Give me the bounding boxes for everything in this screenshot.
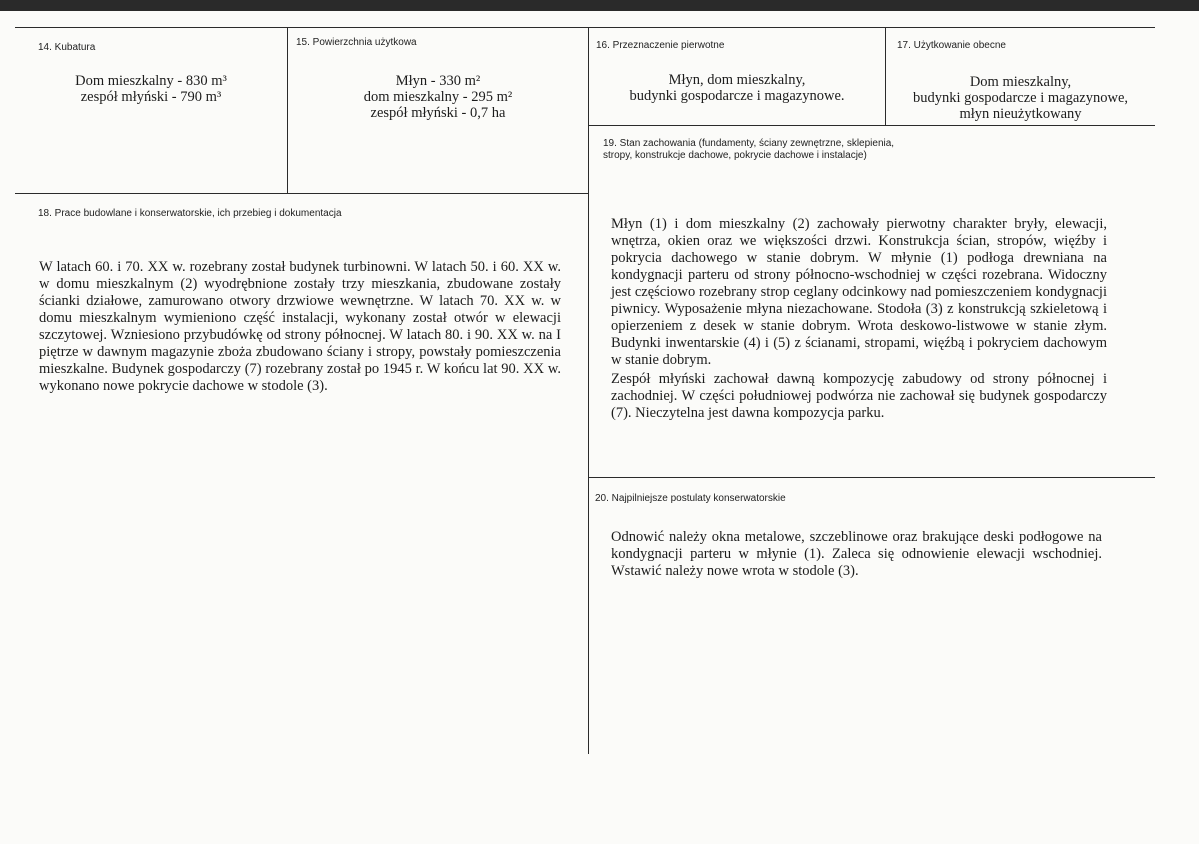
section-20-text: Odnowić należy okna metalowe, szczeblinowe oraz brakujące deski podłogowe na kondygnacji parteru w młynie (1). Zaleca się odnowienie elewacji wschodniej. Wstawić należy nowe wrota w stodole (3). — [611, 529, 1102, 579]
form-top-border — [15, 27, 1155, 28]
section-19-label-line2: stropy, konstrukcje dachowe, pokrycie dachowe i instalacje) — [603, 150, 867, 161]
section-14-line: zespół młyński - 790 m³ — [80, 89, 222, 105]
scan-top-edge — [0, 0, 1199, 11]
section-15-label: 15. Powierzchnia użytkowa — [296, 37, 417, 48]
section-15-value — [288, 73, 588, 121]
section-16-value — [589, 72, 885, 104]
section-18-text: W latach 60. i 70. XX w. rozebrany został budynek turbinowni. W latach 50. i 60. XX w. w domu mieszkalnym (2) wyodrębnione zostały trzy mieszkania, zbudowane zostały ścianki działowe, zamurowano otwory drzwiowe wewnętrzne. W latach 70. XX w. w domu mieszkalnym wymieniono część instalacji, wykonany został otwór w elewacji szczytowej. Wzniesiono przybudówkę od strony północnej. W latach 80. i 90. XX w. na I piętrze w dawnym magazynie zboża zbudowano ściany i stropy, powstały pomieszczenia mieszkalne. Budynek gospodarczy (7) rozebrany został po 1945 r. W końcu lat 90. XX w. wykonano nowe pokrycie dachowe w stodole (3). — [39, 259, 561, 394]
row-divider-right-top — [588, 125, 1155, 126]
section-15-line: Młyn - 330 m² — [395, 73, 481, 89]
section-18-label: 18. Prace budowlane i konserwatorskie, ich przebieg i dokumentacja — [38, 208, 342, 219]
section-17-label: 17. Użytkowanie obecne — [897, 40, 1006, 51]
section-15-line: zespół młyński - 0,7 ha — [370, 105, 506, 121]
section-14-label: 14. Kubatura — [38, 42, 96, 53]
section-17-line: Dom mieszkalny, — [969, 74, 1072, 90]
section-17-value — [886, 74, 1155, 122]
section-19-label-line1: 19. Stan zachowania (fundamenty, ściany zewnętrzne, sklepienia, — [603, 138, 895, 149]
section-15-line: dom mieszkalny - 295 m² — [363, 89, 513, 105]
section-20-label: 20. Najpilniejsze postulaty konserwatorskie — [595, 493, 786, 504]
section-16-line: Młyn, dom mieszkalny, — [668, 72, 806, 88]
col-divider-main — [588, 27, 589, 754]
row-divider-right-bottom — [588, 477, 1155, 478]
section-14-value — [15, 73, 287, 105]
section-16-line: budynki gospodarcze i magazynowe. — [629, 88, 845, 104]
section-19-text-paragraph-2: Zespół młyński zachował dawną kompozycję zabudowy od strony północnej i zachodniej. W części południowej podwórza nie zachował się budynek gospodarczy (7). Nieczytelna jest dawna kompozycja parku. — [611, 371, 1107, 421]
section-16-label: 16. Przeznaczenie pierwotne — [596, 40, 725, 51]
section-14-line: Dom mieszkalny - 830 m³ — [75, 73, 227, 89]
section-19-text-paragraph-1: Młyn (1) i dom mieszkalny (2) zachowały pierwotny charakter bryły, elewacji, wnętrza, okien oraz we większości drzwi. Konstrukcja ścian, stropów, więźby i pokrycia dachowego w stanie dobrym. W młynie (1) podłoga drewniana na kondygnacji parteru od strony północno-wschodniej w części rozebrana. Widoczny jest częściowo rozebrany strop ceglany odcinkowy nad pomieszczeniem kondygnacji piwnicy. Wyposażenie młyna niezachowane. Stodoła (3) z konstrukcją szkieletową i opierzeniem z desek w stanie dobrym. Wrota deskowo-listwowe w stanie złym. Budynki inwentarskie (4) i (5) z ścianami, stropami, więźbą i pokryciem dachowym w stanie dobrym. — [611, 216, 1107, 368]
section-17-line: budynki gospodarcze i magazynowe, — [912, 90, 1128, 106]
row-divider-left — [15, 193, 588, 194]
section-17-line: młyn nieużytkowany — [959, 106, 1082, 122]
